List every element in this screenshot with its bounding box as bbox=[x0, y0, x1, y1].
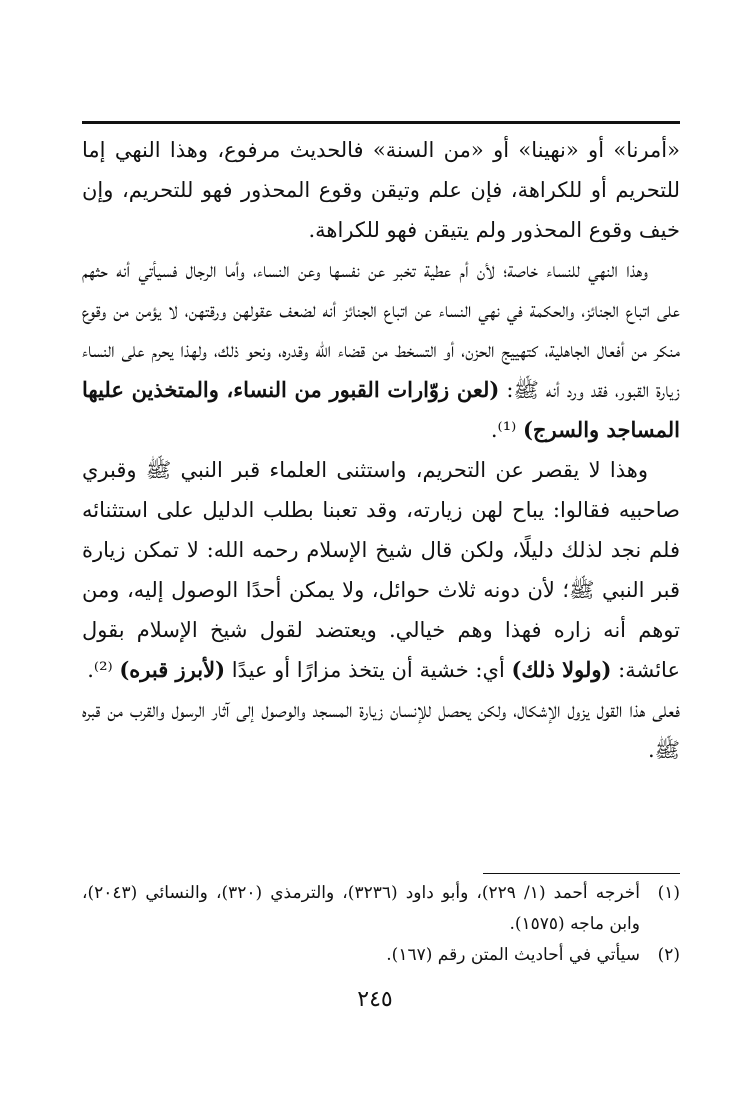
paragraph-3-text-b: أي: خشية أن يتخذ مزارًا أو عيدًا bbox=[225, 658, 512, 682]
quote-aisha-2: (لأبرز قبره) bbox=[119, 657, 226, 682]
quote-aisha-1: (ولولا ذلك) bbox=[511, 657, 612, 682]
paragraph-4-text: فعلى هذا القول يزول الإشكال، ولكن يحصل للإنسان زيارة المسجد والوصول إلى آثار الرسول والقرب من قبره ﷺ. bbox=[82, 698, 680, 762]
paragraph-1 bbox=[82, 130, 680, 250]
footnote-number: (١) bbox=[657, 883, 680, 903]
footnote-1 bbox=[82, 878, 680, 940]
footnote-2 bbox=[82, 940, 680, 971]
footnote-number: (٢) bbox=[657, 945, 680, 965]
footnote-text: سيأتي في أحاديث المتن رقم (١٦٧). bbox=[386, 945, 640, 965]
footnotes bbox=[82, 878, 680, 971]
hadith-quote: (لعن زوّارات القبور من النساء، والمتخذين عليها المساجد والسرج) bbox=[82, 377, 680, 442]
paragraph-3 bbox=[82, 450, 680, 690]
paragraph-1-text: «أمرنا» أو «نهينا» أو «من السنة» فالحديث مرفوع، وهذا النهي إما للتحريم أو للكراهة، فإن علم وتيقن وقوع المحذور فهو للتحريم، وإن خيف وقوع المحذور ولم يتيقن فهو للكراهة. bbox=[82, 138, 680, 242]
main-text bbox=[82, 130, 680, 770]
footnote-ref-1: ⁽¹⁾. bbox=[490, 418, 523, 442]
paragraph-2 bbox=[82, 250, 680, 450]
top-rule bbox=[82, 121, 680, 124]
footnote-text: أخرجه أحمد (١/ ٢٢٩)، وأبو داود (٣٢٣٦)، والترمذي (٣٢٠)، والنسائي (٢٠٤٣)، وابن ماجه (١٥٧٥). bbox=[82, 883, 640, 934]
paragraph-3-text: وهذا لا يقصر عن التحريم، واستثنى العلماء قبر النبي ﷺ وقبري صاحبيه فقالوا: يباح لهن زيارته، وقد تعبنا بطلب الدليل على استثنائه فلم نجد لذلك دليلًا، ولكن قال شيخ الإسلام رحمه الله: لا تمكن زيارة قبر النبي ﷺ؛ لأن دونه ثلاث حوائل، ولا يمكن أحدًا الوصول إليه، ومن توهم أنه زاره فهذا وهم خيالي. ويعتضد لقول شيخ الإسلام بقول عائشة: bbox=[82, 458, 680, 682]
paragraph-4 bbox=[82, 690, 680, 770]
paragraph-2-text: وهذا النهي للنساء خاصة؛ لأن أم عطية تخبر عن نفسها وعن النساء، وأما الرجال فسيأتي أنه حثهم على اتباع الجنائز، والحكمة في نهي النساء عن اتباع الجنائز أنه لضعف عقولهن ورقتهن، لا يؤمن من وقوع منكر من أفعال الجاهلية، كتهييج الحزن، أو التسخط من قضاء الله وقدره، ونحو ذلك، ولهذا يحرم على النساء زيارة القبور، فقد ورد أنه ﷺ: bbox=[82, 258, 680, 402]
footnote-ref-2: ⁽²⁾. bbox=[87, 658, 120, 682]
footnote-separator bbox=[483, 873, 680, 874]
page-number: ٢٤٥ bbox=[357, 987, 393, 1012]
